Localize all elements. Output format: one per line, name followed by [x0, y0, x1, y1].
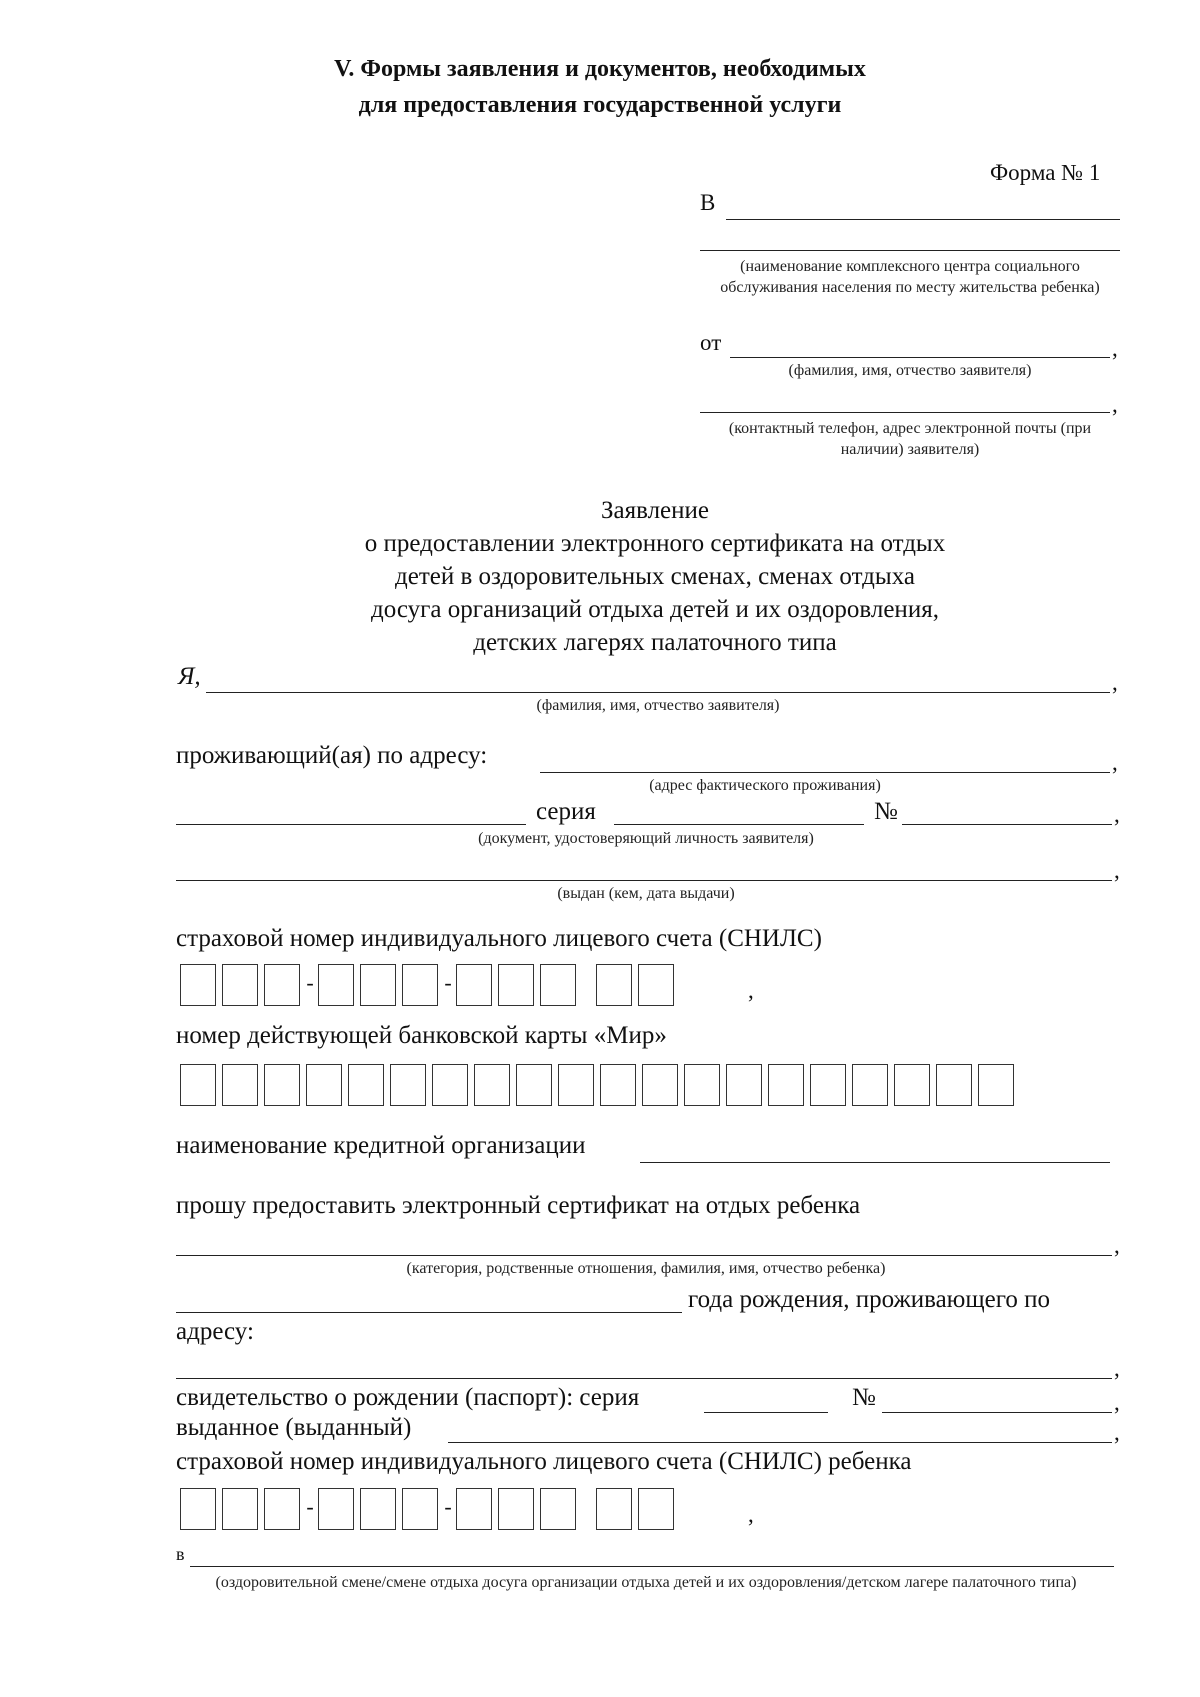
addressee-contact-caption: (контактный телефон, адрес электронной почты (при наличии) заявителя): [728, 420, 1092, 458]
child-snils-separator: -: [306, 1494, 314, 1519]
bank-label: наименование кредитной организации: [176, 1132, 586, 1159]
addressee-from-comma: ,: [1112, 336, 1118, 361]
birth-cert-number-field[interactable]: [882, 1412, 1112, 1413]
snils-digit-box[interactable]: [540, 964, 576, 1006]
snils-digit-box[interactable]: [318, 964, 354, 1006]
card-digit-box[interactable]: [642, 1064, 678, 1106]
child-snils-digit-box[interactable]: [456, 1488, 492, 1530]
snils-digit-box[interactable]: [456, 964, 492, 1006]
birth-cert-series-field[interactable]: [704, 1412, 828, 1413]
applicant-name-comma: ,: [1112, 670, 1118, 695]
child-snils-digit-box[interactable]: [264, 1488, 300, 1530]
section-heading-line1: V. Формы заявления и документов, необходимых: [334, 56, 866, 82]
child-snils-digit-box[interactable]: [222, 1488, 258, 1530]
child-snils-label: страховой номер индивидуального лицевого счета (СНИЛС) ребенка: [176, 1448, 912, 1475]
card-digit-box[interactable]: [852, 1064, 888, 1106]
card-digit-box[interactable]: [390, 1064, 426, 1106]
snils-digit-box[interactable]: [222, 964, 258, 1006]
application-title-line3: детей в оздоровительных сменах, сменах отдыха: [395, 563, 915, 590]
application-title-line1: Заявление: [600, 497, 710, 524]
card-digit-box[interactable]: [474, 1064, 510, 1106]
addressee-to-caption: (наименование комплексного центра социального обслуживания населения по месту жительства ребенка): [720, 258, 1100, 296]
child-snils-digit-box[interactable]: [360, 1488, 396, 1530]
card-digit-box[interactable]: [810, 1064, 846, 1106]
card-digit-box[interactable]: [306, 1064, 342, 1106]
card-digit-box[interactable]: [348, 1064, 384, 1106]
residing-caption: (адрес фактического проживания): [649, 777, 881, 794]
document-series-field[interactable]: [614, 824, 864, 825]
document-caption: (документ, удостоверяющий личность заявителя): [478, 830, 814, 847]
snils-digit-box[interactable]: [180, 964, 216, 1006]
snils-boxes: [180, 960, 680, 1006]
residing-comma: ,: [1112, 750, 1118, 775]
card-digit-box[interactable]: [726, 1064, 762, 1106]
child-info-field[interactable]: [176, 1255, 1112, 1256]
addressee-from-prefix: от: [700, 330, 722, 355]
bank-name-field[interactable]: [640, 1162, 1110, 1163]
snils-comma: ,: [748, 978, 754, 1003]
snils-digit-box[interactable]: [638, 964, 674, 1006]
camp-field[interactable]: [190, 1566, 1114, 1567]
card-digit-box[interactable]: [180, 1064, 216, 1106]
birth-cert-label: свидетельство о рождении (паспорт): серия: [176, 1384, 640, 1411]
applicant-name-caption: (фамилия, имя, отчество заявителя): [536, 697, 780, 714]
card-digit-box[interactable]: [936, 1064, 972, 1106]
issued-caption: (выдан (кем, дата выдачи): [557, 885, 735, 902]
card-label: номер действующей банковской карты «Мир»: [176, 1022, 667, 1049]
child-address-comma: ,: [1114, 1356, 1120, 1381]
snils-digit-box[interactable]: [264, 964, 300, 1006]
birth-cert-comma: ,: [1114, 1390, 1120, 1415]
card-digit-box[interactable]: [768, 1064, 804, 1106]
snils-digit-box[interactable]: [402, 964, 438, 1006]
document-comma: ,: [1114, 802, 1120, 827]
birth-cert-number-label: №: [852, 1384, 876, 1411]
snils-digit-box[interactable]: [596, 964, 632, 1006]
card-digit-box[interactable]: [978, 1064, 1014, 1106]
series-label: серия: [536, 798, 596, 825]
card-digit-box[interactable]: [432, 1064, 468, 1106]
child-snils-digit-box[interactable]: [596, 1488, 632, 1530]
application-title-line5: детских лагерях палаточного типа: [473, 629, 837, 656]
child-snils-boxes: [180, 1484, 680, 1530]
child-info-caption: (категория, родственные отношения, фамилия, имя, отчество ребенка): [406, 1260, 886, 1277]
residing-label: проживающий(ая) по адресу:: [176, 742, 488, 769]
snils-digit-box[interactable]: [498, 964, 534, 1006]
addressee-from-field[interactable]: [730, 357, 1110, 358]
addressee-to-prefix: В: [700, 190, 716, 215]
request-label: прошу предоставить электронный сертификат на отдых ребенка: [176, 1192, 861, 1219]
issued-by-label: выданное (выданный): [176, 1414, 412, 1441]
addressee-to-field[interactable]: [726, 219, 1120, 220]
addressee-from-caption: (фамилия, имя, отчество заявителя): [788, 362, 1032, 379]
section-heading-line2: для предоставления государственной услуги: [358, 92, 842, 118]
card-digit-box[interactable]: [684, 1064, 720, 1106]
birth-year-label: года рождения, проживающего по: [688, 1286, 1050, 1313]
card-digit-box[interactable]: [516, 1064, 552, 1106]
residing-address-field[interactable]: [540, 772, 1110, 773]
document-type-field[interactable]: [176, 824, 526, 825]
child-snils-separator: -: [444, 1494, 452, 1519]
card-digit-box[interactable]: [600, 1064, 636, 1106]
child-snils-comma: ,: [748, 1502, 754, 1527]
child-snils-digit-box[interactable]: [540, 1488, 576, 1530]
child-snils-digit-box[interactable]: [402, 1488, 438, 1530]
card-number-boxes: [180, 1060, 1020, 1106]
document-number-field[interactable]: [902, 824, 1112, 825]
snils-separator: -: [306, 970, 314, 995]
address-label: адресу:: [176, 1318, 254, 1345]
snils-label: страховой номер индивидуального лицевого счета (СНИЛС): [176, 925, 822, 952]
child-snils-digit-box[interactable]: [638, 1488, 674, 1530]
child-info-comma: ,: [1114, 1233, 1120, 1258]
issued-comma: ,: [1114, 858, 1120, 883]
applicant-name-field[interactable]: [206, 692, 1110, 693]
child-snils-digit-box[interactable]: [180, 1488, 216, 1530]
application-title-line2: о предоставлении электронного сертификата на отдых: [364, 530, 946, 557]
application-title-line4: досуга организаций отдыха детей и их оздоровления,: [371, 596, 939, 623]
card-digit-box[interactable]: [264, 1064, 300, 1106]
child-snils-digit-box[interactable]: [498, 1488, 534, 1530]
addressee-to-field-2[interactable]: [700, 250, 1120, 251]
form-number: Форма № 1: [990, 160, 1101, 185]
camp-caption: (оздоровительной смене/смене отдыха досуга организации отдыха детей и их оздоровления/детском лагере палаточного типа): [215, 1574, 1077, 1591]
document-issued-field[interactable]: [176, 880, 1112, 881]
addressee-contact-field[interactable]: [700, 412, 1110, 413]
snils-digit-box[interactable]: [360, 964, 396, 1006]
child-address-field[interactable]: [176, 1378, 1112, 1379]
number-label: №: [874, 798, 898, 825]
addressee-contact-comma: ,: [1112, 392, 1118, 417]
card-digit-box[interactable]: [558, 1064, 594, 1106]
card-digit-box[interactable]: [222, 1064, 258, 1106]
child-snils-digit-box[interactable]: [318, 1488, 354, 1530]
camp-prefix: в: [176, 1544, 185, 1564]
issued-by-comma: ,: [1114, 1420, 1120, 1445]
birth-year-field[interactable]: [176, 1312, 682, 1313]
card-digit-box[interactable]: [894, 1064, 930, 1106]
applicant-prefix: Я,: [178, 663, 201, 690]
issued-by-field[interactable]: [448, 1442, 1112, 1443]
snils-separator: -: [444, 970, 452, 995]
